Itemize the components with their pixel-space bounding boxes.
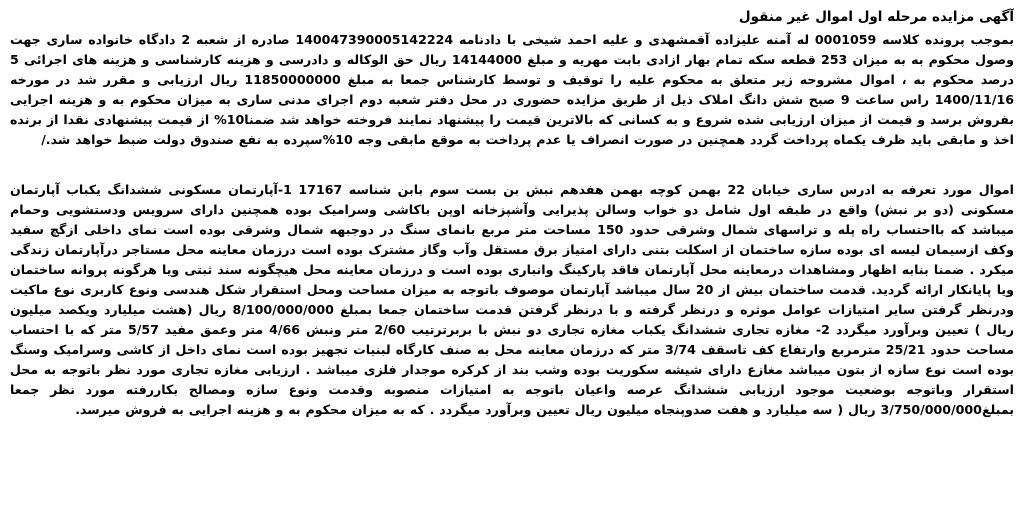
notice-title: آگهی مزایده مرحله اول اموال غیر منقول bbox=[738, 9, 1014, 25]
notice-paragraph-case-details: بموجب پرونده کلاسه 0001059 له آمنه علیزاده آقمشهدی و علیه احمد شیخی با دادنامه 140047390005142224 صادره از شعبه 2 دادگاه خانواده ساری جهت وصول محکوم به به میزان 253 قطعه سکه تمام بهار ازادی بابت مهریه و مبلغ 14144000 ریال حق الوکاله و دادرسی و هزینه کارشناسی و هزینه های اجرائی 5 درصد محکوم به ، اموال مشروحه زیر متعلق به محکوم علیه را توقیف و توسط کارشناس جمعا به مبلغ 11850000000 ریال ارزیابی و مقرر شد در مورخه 1400/11/16 راس ساعت 9 صبح شش دانگ املاک ذیل از طریق مزایده حضوری در محل دفتر شعبه دوم اجرای مدنی ساری به میزان محکوم به و هزینه اجرایی بفروش برسد و قیمت از میزان ارزیابی شده شروع و به کسانی که بالاترین قیمت را پیشنهاد نمایند فروخته خواهد شد ضمنا10% از قیمت پیشنهادی نقدا از برنده اخذ و مابقی باید ظرف یکماه پرداخت گردد همچنین در صورت انصراف یا عدم پرداخت به موقع مابقی وجه 10%سپرده به نفع صندوق دولت ضبط خواهد شد./ bbox=[10, 32, 1014, 147]
notice-paragraph-property-description: اموال مورد تعرفه به ادرس ساری خیابان 22 بهمن کوچه بهمن هفدهم نبش بن بست سوم بابن شناسه 17167 1-آپارتمان مسکونی ششدانگ یکباب آپارتمان مسکونی (دو بر نبش) واقع در طبقه اول شامل دو خواب وسالن پذیرایی وآشپزخانه اوپن باکاشی وسرامیک بوده همچنین دارای سرویس ودستشویی وحمام میباشد که بااحتساب راه پله و تراسهای شمال وشرقی حدود 150 مساحت متر مربع بانمای سنگ در دوجبهه شمال وشرقی بوده است نمای داخلی ازگچ سفید وکف ازسیمان لیسه ای بوده سازه ساختمان از اسکلت بتنی دارای امتیاز برق مستقل وآب وگاز مشترک بوده است درزمان معاینه محل مستاجر درآپارتمان زندگی میکرد . ضمنا بنابه اظهار ومشاهدات درمعاینه محل آپارتمان فاقد پارکینگ وانباری بوده است و درزمان معاینه محل هیچگونه سند ثبتی ویا هرگونه پروانه ساختمان ویا پایانکار ارائه گردید. قدمت ساختمان بیش از 20 سال میباشد آپارتمان موصوف باتوجه به میزان مساحت ومحل استقرار شکل هندسی ونوع کاربری نوع ماکیت ودرنظر گرفتن سایر امتیازات عوامل موثره و درنظر گرفته و با درنظر گرفتن قدمت ساختمان جمعا بمبلغ 8/100/000/000 ریال (هشت میلیارد ویکصد میلیون ریال ) تعیین وبرآورد میگردد 2- مغازه تجاری ششدانگ یکباب مغازه تجاری دو نبش با بربرترتیب 2/60 متر ونبش 4/66 متر وعمق مفید 5/57 متر که با احتساب مساحت حدود 25/21 مترمربع وارتفاع کف تاسقف 3/74 متر که درزمان معاینه محل به صنف کارگاه لبنیات تجهیز بوده است نمای داخل از کاشی وسرامیک وسنگ بوده است نوع سازه از بتون میباشد مغازع دارای شیشه سکوریت بوده وشب بند از کرکره موجدار فلزی میباشد . ارزیابی مغازه تجاری مورد نظر باتوجه به محل استقرار وباتوجه بوضعیت موجود ارزیابی ششدانگ عرصه واعیان باتوجه به امتیازات منصوبه وقدمت ونوع سازه ومصالح بکاررفته مورد نظر جمعا بمبلغ3/750/000/000 ریال ( سه میلیارد و هفت صدوپنجاه میلیون ریال تعیین وبرآورد میگردد . که به میزان محکوم به و هزینه اجرایی به فروش میرسد. bbox=[10, 182, 1014, 417]
